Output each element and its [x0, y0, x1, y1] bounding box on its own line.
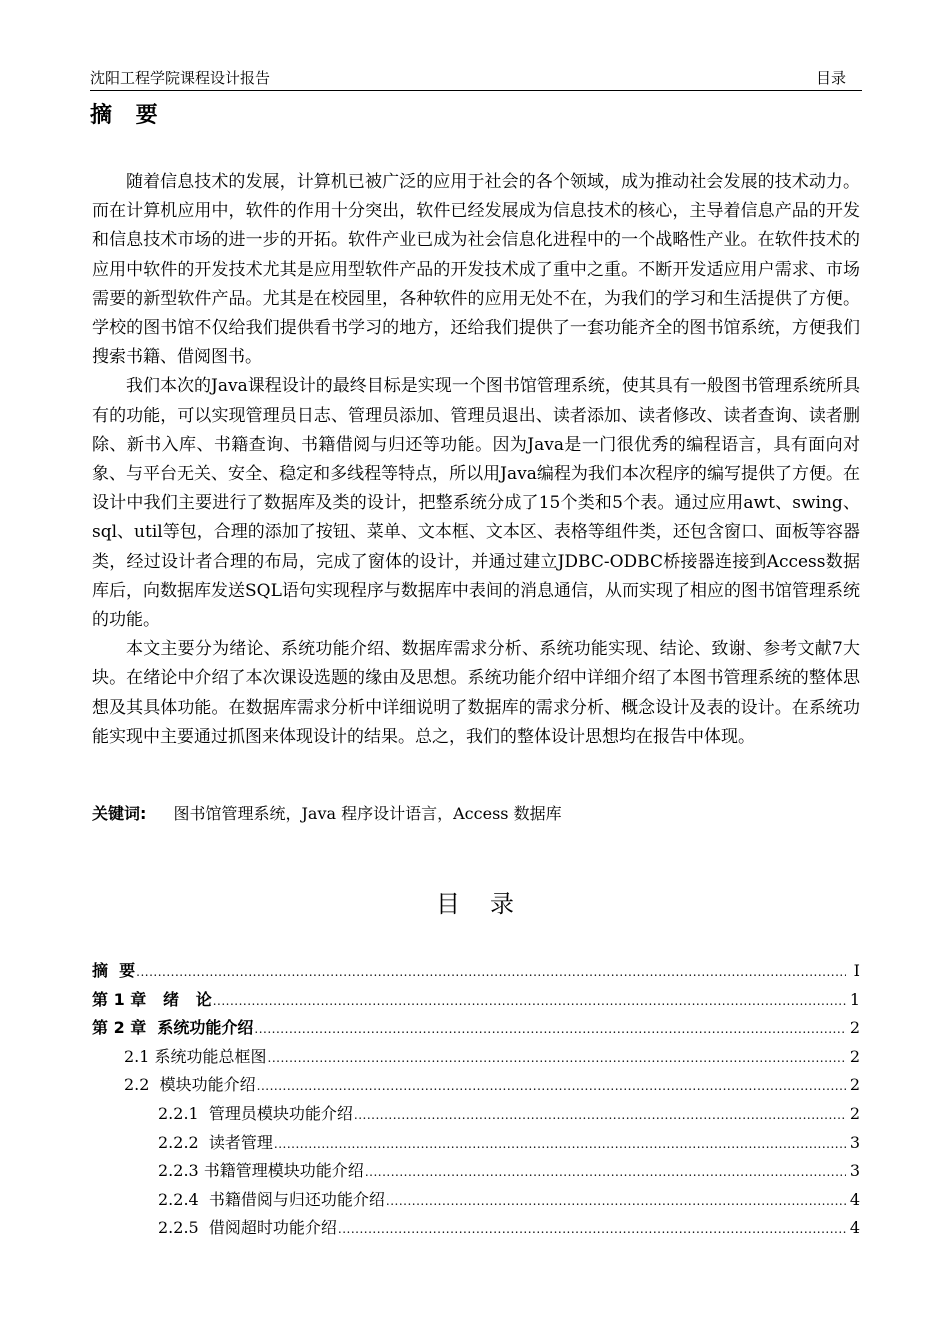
toc-entry-label: 2.1 系统功能总框图 — [124, 1046, 267, 1066]
toc-entry-page: 4 — [849, 1218, 860, 1238]
toc-entry-page: 3 — [849, 1132, 860, 1152]
toc-entry[interactable] — [92, 1158, 860, 1187]
abstract-paragraph: 随着信息技术的发展，计算机已被广泛的应用于社会的各个领域，成为推动社会发展的技术动力。而在计算机应用中，软件的作用十分突出，软件已经发展成为信息技术的核心，主导着信息产品的开发和信息技术市场的进一步的开拓。软件产业已成为社会信息化进程中的一个战略性产业。在软件技术的应用中软件的开发技术尤其是应用型软件产品的开发技术成了重中之重。不断开发适应用户需求、市场需要的新型软件产品。尤其是在校园里，各种软件的应用无处不在，为我们的学习和生活提供了方便。学校的图书馆不仅给我们提供看书学习的地方，还给我们提供了一套功能齐全的图书馆系统，方便我们搜索书籍、借阅图书。 — [92, 172, 860, 368]
table-of-contents — [92, 958, 860, 1244]
page-header — [90, 68, 862, 91]
toc-leader-dots — [274, 1131, 846, 1157]
toc-entry-label: 第 2 章 系统功能介绍 — [92, 1018, 254, 1038]
toc-entry[interactable] — [92, 1187, 860, 1216]
toc-entry-label: 2.2.4 书籍借阅与归还功能介绍 — [158, 1189, 385, 1209]
toc-entry-label: 2.2.1 管理员模块功能介绍 — [158, 1103, 353, 1123]
toc-entry-label: 2.2.2 读者管理 — [158, 1132, 273, 1152]
toc-entry[interactable] — [92, 1072, 860, 1101]
toc-entry-page: 2 — [849, 1046, 860, 1066]
toc-title: 目录 — [436, 890, 544, 918]
keywords-text: 图书馆管理系统，Java 程序设计语言，Access 数据库 — [173, 804, 562, 823]
toc-entry[interactable] — [92, 1044, 860, 1073]
toc-leader-dots — [136, 959, 846, 985]
toc-entry[interactable] — [92, 1015, 860, 1044]
toc-entry-page: 2 — [849, 1018, 860, 1038]
header-school-title: 沈阳工程学院课程设计报告 — [90, 69, 271, 87]
toc-leader-dots — [386, 1188, 846, 1214]
toc-entry-page: 2 — [849, 1103, 860, 1123]
toc-entry-page: 2 — [849, 1075, 860, 1095]
toc-entry-label: 2.2 模块功能介绍 — [124, 1075, 256, 1095]
toc-entry[interactable] — [92, 1101, 860, 1130]
toc-leader-dots — [338, 1216, 846, 1242]
toc-entry-label: 摘 要 — [92, 961, 136, 980]
abstract-paragraph: 本文主要分为绪论、系统功能介绍、数据库需求分析、系统功能实现、结论、致谢、参考文献7大块。在绪论中介绍了本次课设选题的缘由及思想。系统功能介绍中详细介绍了本图书管理系统的整体思想及其具体功能。在数据库需求分析中详细说明了数据库的需求分析、概念设计及表的设计。在系统功能实现中主要通过抓图来体现设计的结果。总之，我们的整体设计思想均在报告中体现。 — [92, 639, 860, 747]
toc-entry-label: 2.2.3 书籍管理模块功能介绍 — [158, 1161, 364, 1181]
abstract-paragraph: 我们本次的Java课程设计的最终目标是实现一个图书馆管理系统，使其具有一般图书管理系统所具有的功能，可以实现管理员日志、管理员添加、管理员退出、读者添加、读者修改、读者查询、读者删除、新书入库、书籍查询、书籍借阅与归还等功能。因为Java是一门很优秀的编程语言，具有面向对象、与平台无关、安全、稳定和多线程等特点，所以用Java编程为我们本次程序的编写提供了方便。在设计中我们主要进行了数据库及类的设计，把整系统分成了15个类和5个表。通过应用awt、swing、sql、util等包，合理的添加了按钮、菜单、文本框、文本区、表格等组件类，还包含窗口、面板等容器类，经过设计者合理的布局，完成了窗体的设计，并通过建立JDBC-ODBC桥接器连接到Access数据库后，向数据库发送SQL语句实现程序与数据库中表间的消息通信，从而实现了相应的图书馆管理系统的功能。 — [92, 376, 861, 631]
toc-entry[interactable] — [92, 987, 860, 1016]
toc-leader-dots — [213, 988, 846, 1014]
toc-entry-page: 3 — [849, 1161, 860, 1181]
toc-entry-label: 第 1 章 绪 论 — [92, 989, 212, 1009]
toc-entry-page: I — [853, 961, 860, 980]
abstract-title: 摘 要 — [90, 103, 166, 128]
abstract-body — [92, 168, 860, 752]
toc-entry[interactable] — [92, 958, 860, 987]
toc-leader-dots — [268, 1045, 846, 1071]
toc-entry[interactable] — [92, 1215, 860, 1244]
toc-entry[interactable] — [92, 1130, 860, 1159]
toc-entry-label: 2.2.5 借阅超时功能介绍 — [158, 1218, 337, 1238]
keywords-label: 关键词: — [92, 804, 147, 823]
toc-leader-dots — [365, 1159, 846, 1185]
toc-entry-page: 1 — [849, 989, 860, 1009]
toc-entry-page: 4 — [849, 1189, 860, 1209]
toc-leader-dots — [354, 1102, 846, 1128]
header-section-label: 目录 — [815, 69, 846, 87]
toc-leader-dots — [254, 1016, 845, 1042]
keywords-line — [92, 802, 562, 826]
toc-leader-dots — [257, 1073, 846, 1099]
